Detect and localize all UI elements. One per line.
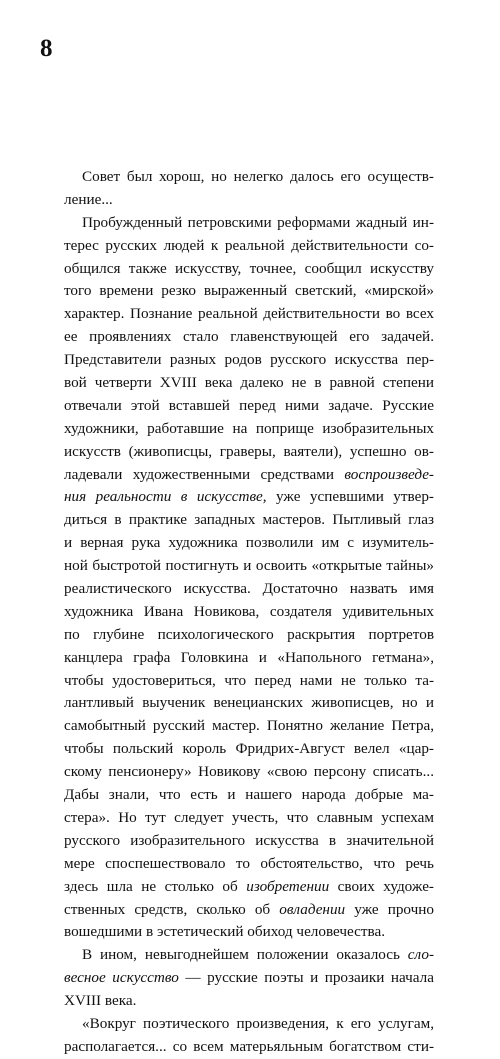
text-line: располагается... со всем матерьяльным богатством сти- [64,1037,434,1055]
text-line: самобытный русский мастер. Понятно желание Петра, [64,717,434,735]
text-line-italic-start: весное искусство — русские поэты и прозаики начала [64,969,434,987]
italic-phrase: воспроизведе- [344,465,434,483]
text-line: канцлера графа Головкина и «Напольного гетмана», [64,648,434,666]
body-text [64,166,434,1059]
text-line: вой четверти XVIII века далеко не в равной степени [64,374,434,392]
text-line: мере споспешествовало то обстоятельство, что речь [64,854,434,872]
text-line: художника Ивана Новикова, создателя удивительных [64,602,434,620]
text-line-italic-start: ния реальности в искусстве, уже успевшими утвер- [64,488,434,506]
text-line: ной быстротой постигнуть и освоить «открытые тайны» [64,557,434,575]
text-line: чтобы удостовериться, что перед нами не только та- [64,671,434,689]
text-line: искусств (живописцы, граверы, ваятели), успешно ов- [64,442,434,460]
text-line: чтобы польский король Фридрих-Август велел «цар- [64,740,434,758]
text-line-italic-mid: ственных средств, сколько об овладении уже прочно [64,900,434,918]
text-line: общился также искусству, точнее, сообщил искусству [64,259,434,277]
text-line: лантливый выученик венецианских живописцев, но и [64,694,434,712]
text-line: скому пенсионеру» Новикову «свою персону списать... [64,763,434,781]
text-line: художники, работавшие на поприще изобразительных [64,419,434,437]
text-line-italic-end: В ином, невыгоднейшем положении оказалось сло- [82,946,434,964]
text-line: стера». Но тут следует учесть, что славным успехам [64,808,434,826]
text-line: терес русских людей к реальной действительности со- [64,236,434,254]
text-line: вошедшими в эстетический обиход человечества. [64,923,386,941]
text-line: Пробужденный петровскими реформами жадный ин- [82,213,434,231]
italic-phrase: весное искусство [64,969,179,987]
text-line: отвечали этой вставшей перед ними задаче. Русские [64,396,434,414]
text-line: по глубине психологического раскрытия портретов [64,625,434,643]
italic-phrase: овладении [279,900,346,918]
italic-phrase: сло- [407,946,434,964]
text-line: ее проявлениях стало главенствующей его задачей. [64,328,434,346]
text-line-italic-mid: здесь шла не столько об изобретении своих художе- [64,877,434,895]
text-line: Дабы знали, что есть и нашего народа добрые ма- [64,786,434,804]
italic-phrase: изобретении [246,877,330,895]
text-line: «Вокруг поэтического произведения, к его услугам, [82,1014,434,1032]
italic-phrase: ния реальности в искусстве, [64,488,267,506]
text-line: того времени резко выраженный светский, «мирской» [64,282,434,300]
text-line: Представители разных родов русского искусства пер- [64,351,434,369]
text-line: Совет был хорош, но нелегко далось его осуществ- [82,168,434,185]
text-line: русского изобразительного искусства в значительной [64,831,434,849]
text-line: ление... [64,190,113,208]
text-line: характер. Познание реальной действительности во всех [64,305,434,323]
text-line: реалистического искусства. Достаточно назвать имя [64,580,434,598]
text-line: XVIII века. [64,992,137,1010]
page-number: 8 [40,35,53,62]
text-line: диться в практике западных мастеров. Пытливый глаз [64,511,434,529]
text-line-italic-end: ладевали художественными средствами воспроизведе- [64,465,434,483]
text-line: и верная рука художника позволили им с изумитель- [64,534,434,552]
